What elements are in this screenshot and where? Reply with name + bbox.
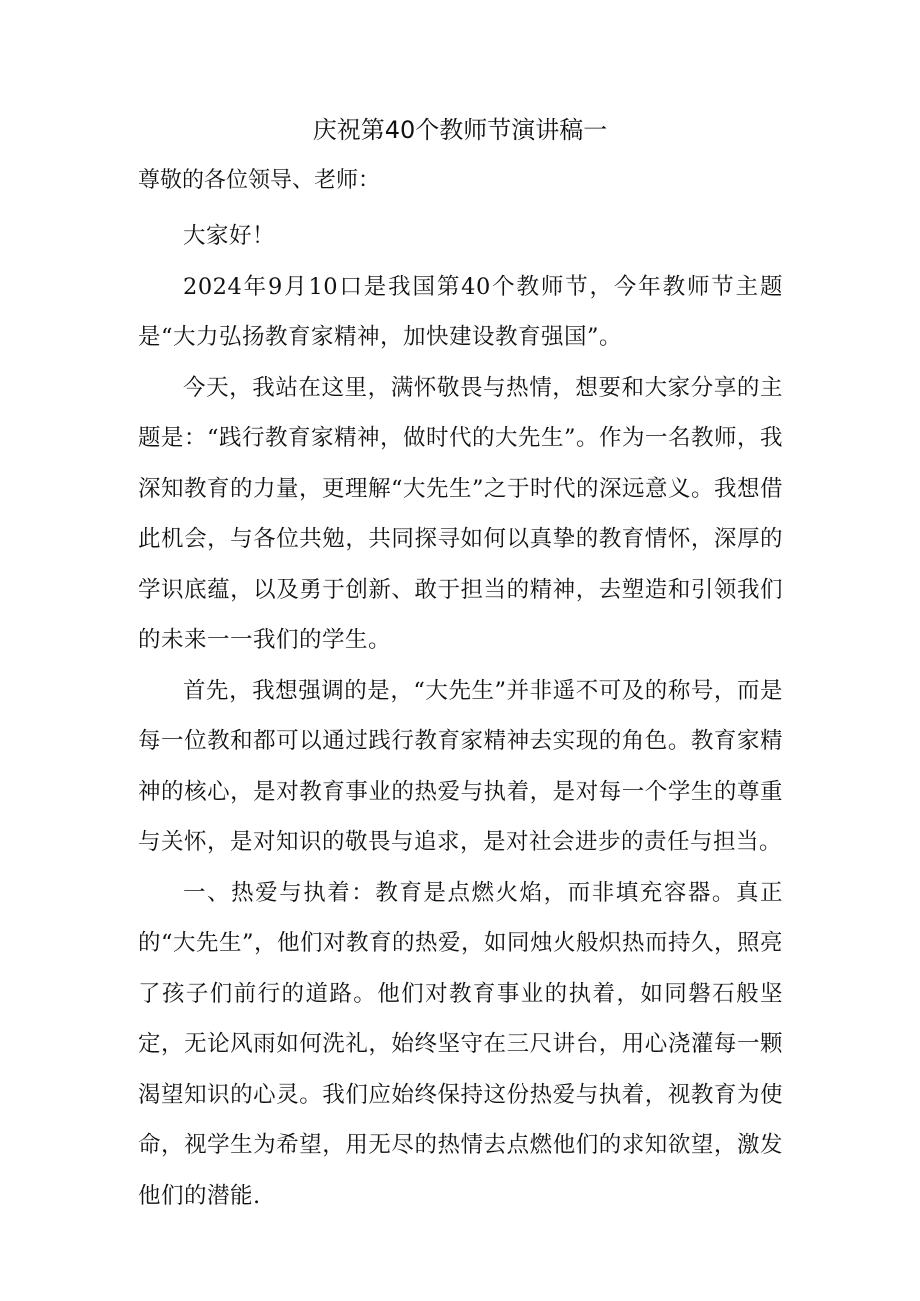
paragraph-passion-persistence: 一、热爱与执着：教育是点燃火焰，而非填充容器。真正的“大先生”，他们对教育的热爱，如同烛火般炽热而持久，照亮了孩子们前行的道路。他们对教育事业的执着，如同磐石般坚定，无论风雨如何洗礼，始终坚守在三尺讲台，用心浇灌每一颗渴望知识的心灵。我们应始终保持这份热爱与执着，视教育为使命，视学生为希望，用无尽的热情去点燃他们的求知欲望，激发他们的潜能. — [138, 879, 784, 1209]
paragraph-teachers-day-theme: 2024年9月10口是我国第40个教师节，今年教师节主题是“大力弘扬教育家精神，加快建设教育强国”。 — [138, 273, 783, 350]
document-title: 庆祝第40个教师节演讲稿一 — [312, 116, 608, 144]
greeting-line: 尊敬的各位领导、老师： — [138, 168, 381, 193]
paragraph-salutation: 大家好！ — [183, 223, 276, 249]
paragraph-speech-topic: 今天，我站在这里，满怀敬畏与热情，想要和大家分享的主题是：“践行教育家精神，做时代的大先生”。作为一名教师，我深知教育的力量，更理解“大先生”之于时代的深远意义。我想借此机会，与各位共勉，共同探寻如何以真挚的教育情怀，深厚的学识底蕴，以及勇于创新、敢于担当的精神，去塑造和引领我们的未来一一我们的学生。 — [138, 374, 784, 653]
document-body — [138, 211, 783, 1221]
paragraph-educator-spirit: 首先，我想强调的是，“大先生”并非遥不可及的称号，而是每一位教和都可以通过践行教育家精神去实现的角色。教育家精神的核心，是对教育事业的热爱与执着，是对每一个学生的尊重与关怀，是对知识的敬畏与追求，是对社会进步的责任与担当。 — [138, 677, 783, 855]
